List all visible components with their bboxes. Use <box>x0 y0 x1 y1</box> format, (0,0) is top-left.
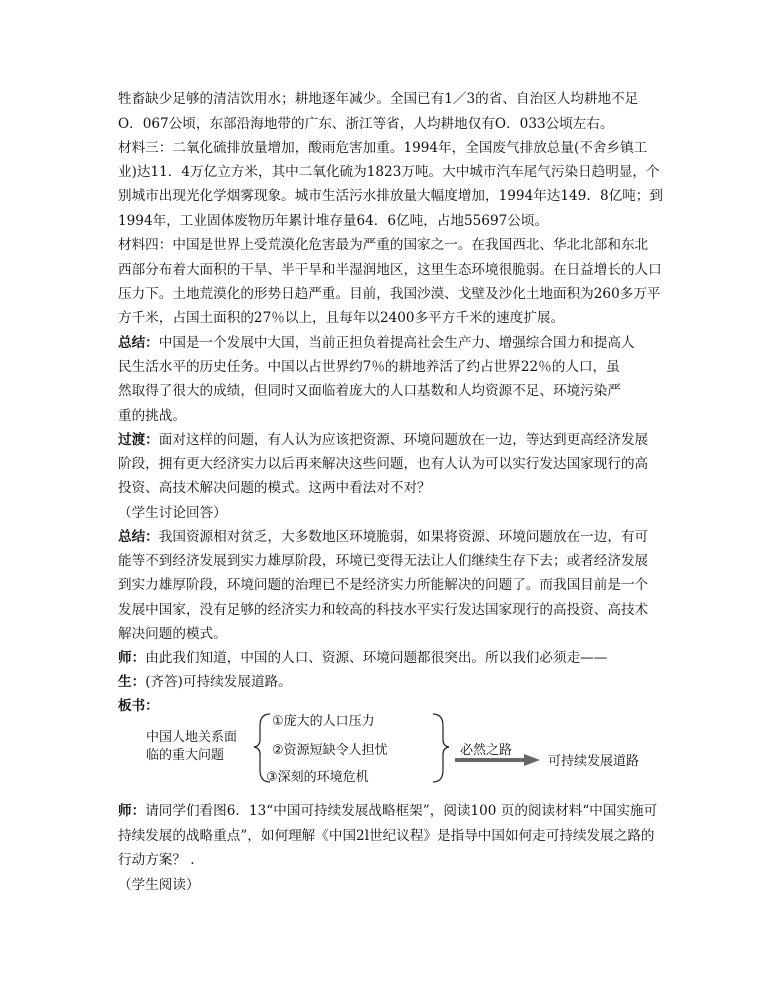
line-label: 板书： <box>118 698 159 714</box>
text-line <box>118 851 658 870</box>
text-line <box>118 90 658 109</box>
text-line <box>118 358 658 377</box>
arrow-head-icon <box>524 754 540 766</box>
line-text: 牲畜缺少足够的清洁饮用水；耕地逐年减少。全国已有1／3的省、自治区人均耕地不足 <box>118 91 639 107</box>
line-text: (齐答)可持续发展道路。 <box>145 674 292 690</box>
line-label: 总结： <box>118 529 159 545</box>
line-text: 能等不到经济发展到实力雄厚阶段，环境已变得无法让人们继续生存下去；或者经济发展 <box>118 553 649 569</box>
text-line <box>118 431 658 450</box>
line-label: 总结： <box>118 335 159 351</box>
text-line <box>118 115 658 134</box>
text-line <box>118 552 658 571</box>
line-text: 民生活水平的历史任务。中国以占世界约7％的耕地养活了约占世界22％的人口，虽 <box>118 359 620 375</box>
line-label: 生： <box>118 674 146 690</box>
line-text: 别城市出现光化学烟雾现象。城市生活污水排放量大幅度增加，1994年达149．8亿吨；到 <box>118 188 663 204</box>
line-text: 阶段，拥有更大经济实力以后再来解决这些问题，也有人认为可以实行发达国家现行的高 <box>118 456 649 472</box>
blackboard-diagram <box>130 706 650 788</box>
diagram-arrow-label: 必然之路 <box>460 743 513 758</box>
text-line <box>118 261 662 280</box>
right-brace-icon <box>433 714 449 782</box>
text-line <box>118 187 663 206</box>
text-line <box>118 625 658 644</box>
diagram-item-3: ③深刻的环境危机 <box>266 770 369 785</box>
line-text: 请同学们看图6．13“中国可持续发展战略框架”，阅读100 页的阅读材料“中国实施可 <box>145 803 658 819</box>
text-line <box>118 576 658 595</box>
text-line <box>118 407 658 426</box>
text-line <box>118 382 658 401</box>
line-text: 材料三：二氧化硫排放量增加，酸雨危害加重。1994年，全国废气排放总量(不舍乡镇工 <box>118 140 648 156</box>
line-text: 重的挑战。 <box>118 408 186 424</box>
text-line <box>118 528 658 547</box>
line-text: （学生讨论回答） <box>118 505 227 521</box>
line-text: 投资、高技术解决问题的模式。这两中看法对不对？ <box>118 480 431 496</box>
line-text: 解决问题的模式。 <box>118 626 227 642</box>
line-text: 然取得了很大的成绩，但同时又面临着庞大的人口基数和人均资源不足、环境污染严 <box>118 383 621 399</box>
line-text: O．067公顷，东部沿海地带的广东、浙江等省，人均耕地仅有O．033公顷左右。 <box>118 116 614 132</box>
text-line <box>118 455 658 474</box>
line-label: 师： <box>118 803 146 819</box>
line-text: 持续发展的战略重点”，如何理解《中国2l世纪议程》是指导中国如何走可持续发展之路的 <box>118 828 655 844</box>
line-text: 方千米，占国土面积的27％以上，且每年以2400多平方千米的速度扩展。 <box>118 310 565 326</box>
line-text: 发展中国家，没有足够的经济实力和较高的科技水平实行发达国家现行的高投资、高技术 <box>118 602 649 618</box>
text-line <box>118 827 658 846</box>
line-label: 师： <box>118 650 146 666</box>
text-line <box>118 212 658 231</box>
text-line <box>118 601 658 620</box>
line-text: 压力下。土地荒漠化的形势日趋严重。目前，我国沙漠、戈壁及沙化土地面积为260多万平 <box>118 286 661 302</box>
line-text: 行动方案？ . <box>118 852 195 868</box>
line-text: 到实力雄厚阶段，环境问题的治理已不是经济实力所能解决的问题了。而我国目前是一个 <box>118 577 649 593</box>
text-line <box>118 876 658 895</box>
diagram-left-line1: 中国人地关系面 <box>146 730 238 745</box>
line-text: （学生阅读） <box>118 877 200 893</box>
line-text: 中国是一个发展中大国，当前正担负着提高社会生产力、增强综合国力和提高人 <box>158 335 635 351</box>
line-text: 材料四：中国是世界上受荒漠化危害最为严重的国家之一。在我国西北、华北北部和东北 <box>118 237 649 253</box>
text-line <box>118 479 658 498</box>
diagram-item-2: ②资源短缺令人担忧 <box>272 743 388 758</box>
text-line <box>118 334 658 353</box>
line-text: 1994年，工业固体废物历年累计堆存量64．6亿吨，占地55697公顷。 <box>118 213 549 229</box>
line-text: 业)达11．4万亿立方米，其中二氧化硫为1823万吨。大中城市汽车尾气污染日趋明显，个 <box>118 164 660 180</box>
text-line <box>118 802 658 821</box>
text-line <box>118 139 658 158</box>
diagram-left-line2: 临的重大问题 <box>146 748 225 763</box>
line-text: 我国资源相对贫乏，大多数地区环境脆弱，如果将资源、环境问题放在一边，有可 <box>158 529 649 545</box>
text-line <box>118 673 658 692</box>
line-text: 由此我们知道，中国的人口、资源、环境问题都很突出。所以我们必须走—— <box>145 650 608 666</box>
line-label: 过渡： <box>118 432 159 448</box>
diagram-result: 可持续发展道路 <box>548 754 640 769</box>
text-line <box>118 163 658 182</box>
diagram-item-1: ①庞大的人口压力 <box>272 714 375 729</box>
text-line <box>118 504 658 523</box>
text-line <box>118 309 658 328</box>
text-line <box>118 649 658 668</box>
line-text: 面对这样的问题，有人认为应该把资源、环境问题放在一边，等达到更高经济发展 <box>158 432 649 448</box>
text-line <box>118 236 658 255</box>
line-text: 西部分布着大面积的干旱、半干旱和半湿润地区，这里生态环境很脆弱。在日益增长的人口 <box>118 262 662 278</box>
text-line <box>118 285 661 304</box>
